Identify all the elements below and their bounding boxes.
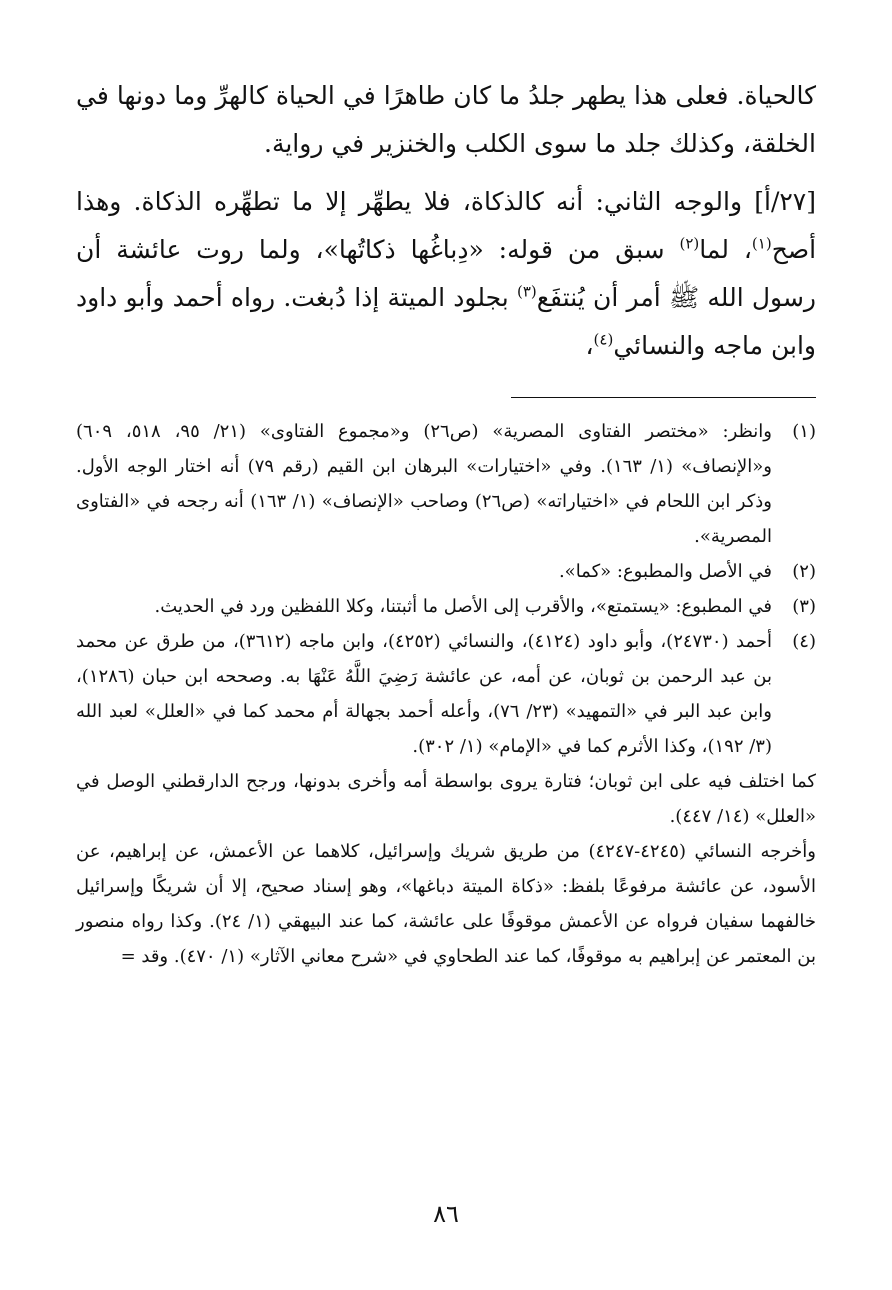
main-paragraph-2	[76, 178, 816, 370]
footnote-paragraph: في المطبوع: «يستمتع»، والأقرب إلى الأصل ما أثبتنا، وكلا اللفظين ورد في الحديث.	[154, 596, 772, 617]
footnote-body	[76, 554, 772, 589]
footnotes	[76, 414, 816, 974]
footnote-paragraph: وانظر: «مختصر الفتاوى المصرية» (ص٢٦) و«مجموع الفتاوى» (٢١/ ٩٥، ٥١٨، ٦٠٩) و«الإنصاف» (١/ ١٦٣). وفي «اختيارات» البرهان ابن القيم (رقم ٧٩) أنه اختار الوجه الأول. وذكر ابن اللحام في «اختياراته» (ص٢٦) وصاحب «الإنصاف» (١/ ١٦٣) أنه رجحه في «الفتاوى المصرية».	[76, 421, 773, 547]
footnote-4	[76, 624, 816, 974]
footnote-paragraph: كما اختلف فيه على ابن ثوبان؛ فتارة يروى بواسطة أمه وأخرى بدونها، ورجح الدارقطني الوصل في «العلل» (١٤/ ٤٤٧).	[76, 771, 816, 827]
footnote-marker-3[interactable]: (٣)	[516, 282, 537, 301]
main-text	[76, 72, 816, 370]
footnote-number: (١)	[792, 421, 816, 442]
main-text-segment: ، لما	[699, 235, 752, 264]
main-text-segment: [٢٧/أ] والوجه الثاني: أنه كالذكاة، فلا يطهِّر إلا ما تطهِّره الذكاة. وهذا أصح	[76, 187, 817, 264]
footnote-paragraph: وأخرجه النسائي (٤٢٤٥-٤٢٤٧) من طريق شريك وإسرائيل، كلاهما عن الأعمش، عن إبراهيم، عن الأسود، عن عائشة مرفوعًا بلفظ: «ذكاة الميتة دباغها»، وهو إسناد صحيح، إلا أن شريكًا وإسرائيل خالفهما سفيان فرواه عن الأعمش موقوفًا على عائشة، كما عند البيهقي (١/ ٢٤). وكذا رواه منصور بن المعتمر عن إبراهيم به موقوفًا، كما عند الطحاوي في «شرح معاني الآثار» (١/ ٤٧٠). وقد =	[76, 841, 817, 967]
footnote-paragraph: أحمد (٢٤٧٣٠)، وأبو داود (٤١٢٤)، والنسائي (٤٢٥٢)، وابن ماجه (٣٦١٢)، من طرق عن محمد بن عبد الرحمن بن ثوبان، عن أمه، عن عائشة رَضِيَ اللَّهُ عَنْهَا به. وصححه ابن حبان (١٢٨٦)، وابن عبد البر في «التمهيد» (٢٣/ ٧٦)، وأعله أحمد بجهالة أم محمد كما في «العلل» لعبد الله (٣/ ١٩٢)، وكذا الأثرم كما في «الإمام» (١/ ٣٠٢).	[76, 631, 773, 757]
footnote-body	[76, 414, 772, 554]
footnote-number: (٤)	[792, 631, 816, 652]
main-paragraph-1: كالحياة. فعلى هذا يطهر جلدُ ما كان طاهرًا في الحياة كالهرِّ وما دونها في الخلقة، وكذلك جلد ما سوى الكلب والخنزير في رواية.	[76, 81, 816, 158]
footnote-2	[76, 554, 816, 589]
page-number: ٨٦	[433, 1200, 459, 1228]
footnote-marker-1[interactable]: (١)	[751, 234, 772, 253]
main-text-segment: ،	[585, 331, 594, 360]
footnote-3	[76, 589, 816, 624]
footnote-paragraph: في الأصل والمطبوع: «كما».	[558, 561, 772, 582]
footnote-1	[76, 414, 816, 554]
footnote-body	[76, 624, 817, 974]
main-text-segment: سبق من قوله: «دِباغُها ذكاتُها»، ولما روت عائشة أن رسول الله ﷺ أمر أن يُنتفَع	[76, 235, 816, 312]
footnote-body	[76, 589, 772, 624]
footnote-number: (٢)	[792, 561, 816, 582]
footnote-marker-4[interactable]: (٤)	[593, 330, 614, 349]
main-text-segment: بجلود الميتة إذا دُبغت. رواه أحمد وأبو داود وابن ماجه والنسائي	[76, 283, 816, 360]
footnote-marker-2[interactable]: (٢)	[679, 234, 700, 253]
footnote-separator	[511, 397, 816, 398]
footnote-number: (٣)	[792, 596, 816, 617]
